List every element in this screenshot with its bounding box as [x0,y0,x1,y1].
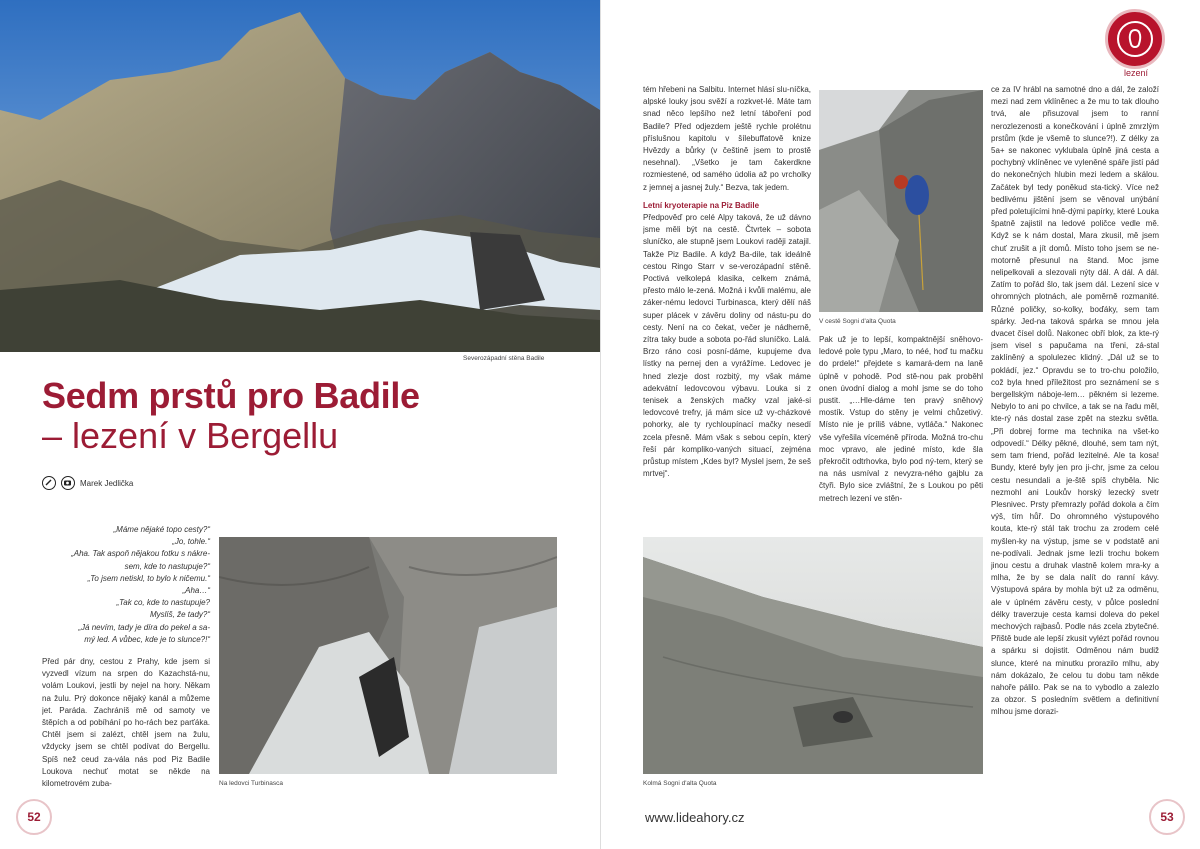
mountain-photo-badile [0,0,600,352]
page-number-left: 52 [16,799,52,835]
body-paragraph: Před pár dny, cestou z Prahy, kde jsem si vyzvedl vízum na srpen do Kazachstá-nu, volám Loukovi, jestli by nejel na hory. Někam na žulu. Prý dokonce nějaký kanál a můžeme jet. Paráda. Zachráníš mě od samoty ve štěpích a od pobíhání po ho-rách bez parťáka. Chtěl jsem si zalézt, chtěl jsem na žulu, vždycky jsem se chtěl podívat do Bergellu. Spíš než ceud za-vála nás pod Piz Badile Loukova nechuť motat se někde na kilometrovém zuba- [42,657,210,789]
quote-line: „Já nevím, tady je díra do pekel a sa- [78,622,210,632]
section-badge [1105,9,1165,69]
quote-line: sem, kde to nastupuje?“ [124,561,210,571]
pen-icon [42,476,56,490]
article-body-left [42,656,210,796]
body-paragraph: Pak už je to lepší, kompaktnější sněhovo-ledové pole typu „Maro, to néé, hoď tu mačku do prdele!“ přejdete s kamará-dem na laně úplně v pohodě. Pod stě-nou pak proběhl onen úvodní dialog a mohl jsme se do toho pustit. „…Hle-dáme ten pravý sněhový mostík. Vstup do stěny je velmi chůzetivý. Místo nie je príliš vábne, vytláča.“ Nakonec vše vyřešila víceméně příroda. Možná tro-chu moc vpravo, ale jediné místo, kde šla překročit odtrhovka, bylo pod ný-tem, který se na nás usmíval z nevyzra-ného gajblu za čtyři. Bylo sice zvláštní, že s Loukou po pěti metrech lezení ve stěn- [819,335,983,503]
right-page [600,0,1200,849]
top-photo-caption: Severozápadní stěna Badile [463,355,545,362]
body-paragraph: Předpověď pro celé Alpy taková, že už dávno jsme měli být na cestě. Čtvrtek – sobota sluníčko, ale stupně jsem Loukovi raději zatajil. Takže Piz Badile. A když Ba-dile, tak ideálně cestou Ringo Starr v se-verozápadní stěně. Poctivá velkolepá klasika, celkem známá, přesto málo le-zená. Možná i kvůli malému, ale záker-nému ledovci Turbinasca, který dělí náš super plácek v závěru doliny od nástu-pu do cesty. Není na co čekat, večer je nádherně, zítra taky bude a sobota po-řád sluníčko. Lalá. Brzo ráno cosi posní-dáme, kupujeme dva lístky na pernej den a vyrážíme. Ledovec je hned zlezje dost rozbitý, my však máme adekvátní ledovcovou výbavu. Louka si z tenisek a ženských mačky vzal jaké-si ledovcové trefry, já mám sice už vy-cházkové pohorky, ale ty rychloupínací mačky nesedí zcela přesně. Mám však s sebou cepín, který řeší pár kompliko-vaných situací, zejména průstup místem „Kdes byl? Myslel jsem, že seš mrtvej“. [643,213,811,479]
title-line-2: – lezení v Bergellu [42,415,339,456]
quote-line: „Aha. Tak aspoň nějakou fotku s nákre- [71,549,210,559]
bottom-right-photo-caption: Kolmá Sogni d'alta Quota [643,780,717,787]
author-name: Marek Jedlička [80,478,134,488]
article-column-1 [643,84,811,529]
article-title [42,376,562,456]
website-url: www.lideahory.cz [645,810,745,825]
article-column-2 [819,334,983,529]
body-paragraph: ce za IV hrábl na samotné dno a dál, že založí mezi nad zem vklíněnec a že mu to tak dlouho trvá, ale přisuzoval jsem to ranní nerozlezenosti a konečkování i úplně zmrzlým prstům (kde je všemě to slunce?!). Z délky za 5a+ se nakonec vyklubala úplně jiná cesta a pochybný vklíněnec ve vyleněné spáře jistí pád do nekonečných hlubin mezi ledem a skálou. Začátek byl tedy poněkud sta-tický. Více než bedlivému jištění jsem se věnoval unýbání před poletujícími hně-dými papírky, které Louka špatně zajistil na ledové poličce vedle mě. Když se k nám dostal, Mara zkusil, mě jsem chuť zrušit a jít domů. Místo toho jsem se ne-motorně přesunul na štand. Moc jsme nelipelkovali a slezovali nýty dál. A dál. A dál. Zatím to pořád šlo, tak jsem dál. Lezení sice v ohromných plotnách, ale poměrně rozmanité. Různé poličky, so-kolky, boďáky, sem tam spárky. Jed-na taková spárka se mnou jela dvacet čísel dolů. Nakonec obří blok, za kte-rý jsem visel s papučama na třeni, zá-stal zaklíněný a spolulezec klidný. „Dál už se to pokládí, jez.“ Opravdu se to tro-chu položilo, což byla hned příležitost pro seznámení se s bergellským náboje-lem… pěkném si lezeme. Nebylo to ani po chvilce, a tak se na řadu měl, kte-rý nás dostal zase zpět na stezku světla. „Při dobrej forme ma technika na všet-ko odpovedí.“ Délky pěkné, dlouhé, sem tam nýt, sem tam friend, pořád lezitelné. Ale ta kosa! Bundy, které byly jen pro ji-chr, jsme za celou cestu nesundali a je-ště spíš chyběla. Nic nezmohl ani Loukův horský lezecký svetr Plesnivec. Prsty přemrazly pořád dokola a čím výš, tím hůř. Do ohromného výstupového kouta, kte-rý stál tak trochu za zrodem celé myšlen-ky na výstup, jsme se v podstatě ani ne-podívali. Jednak jsme lezli trochu bokem jinou cestu a druhak vlastně kolem mra-ky a mlha, že by se dala nalít do ranní kávy. Výstupová spára by mohla být už za odměnu, ale v úplném závěru cesty, v půlce poslední délky traverzuje cesta kamsi doleva do pekel mechových rajbasů. Podle nás zcela zbytečné. Přiště bude ale lepší zkusit vylézt pořád rovnou a spárku si dojistit. Odměnou nám budiž slunce, které na minutku prorazilo mlhu, aby nám dokázalo, že celou tu dobu tam někde nahoře pálilo. Pak se na to vybodlo a zalezlo za obzor. S posledním světlem a definitivní mlhou jsme dorazi- [991,85,1159,717]
climber-photo [819,90,983,312]
misty-wall-photo [643,537,983,774]
section-subheading: Letní kryoterapie na Piz Badile [643,200,760,210]
author-byline [42,476,133,490]
body-paragraph: tém hřebeni na Salbitu. Internet hlásí slu-níčka, alpské louky jsou svěží a rozkvet-lé. Máte tam snad něco lepšího než letní táboření pod Badile? Před odjezdem ještě rychle prolétnu příslušnou kapitolu v šílebuffatově knize Hvězdy a bůrky (v češtině jsem to prostě nesehnal). „Všetko je tam čakerdkne rozmiestené, od samého údolia až po vrcholky z jemnej a jasnej žuly.“ Bezva, tak jedem. [643,85,811,192]
quote-line: mý led. A vůbec, kde je to slunce?!“ [84,634,210,644]
quote-line: Myslíš, že tady?“ [149,610,210,620]
quote-line: „Tak co, kde to nastupuje? [116,598,210,608]
camera-icon [61,476,75,490]
section-label: lezení [1123,68,1149,78]
title-line-1: Sedm prstů pro Badile [42,375,420,416]
glacier-photo [219,537,557,774]
quote-line: „Jo, tohle.“ [172,537,210,547]
quote-line: „To jsem netiskl, to bylo k ničemu.“ [87,573,210,583]
article-column-3 [991,84,1159,796]
bottom-photo-caption: Na ledovci Turbinasca [219,780,283,787]
page-number-right: 53 [1149,799,1185,835]
carabiner-icon [1117,21,1153,57]
top-right-photo-caption: V cestě Sogni d'alta Quota [819,318,896,325]
opening-dialog [42,524,210,646]
quote-line: „Aha…“ [182,586,210,596]
quote-line: „Máme nějaké topo cesty?“ [113,525,210,534]
